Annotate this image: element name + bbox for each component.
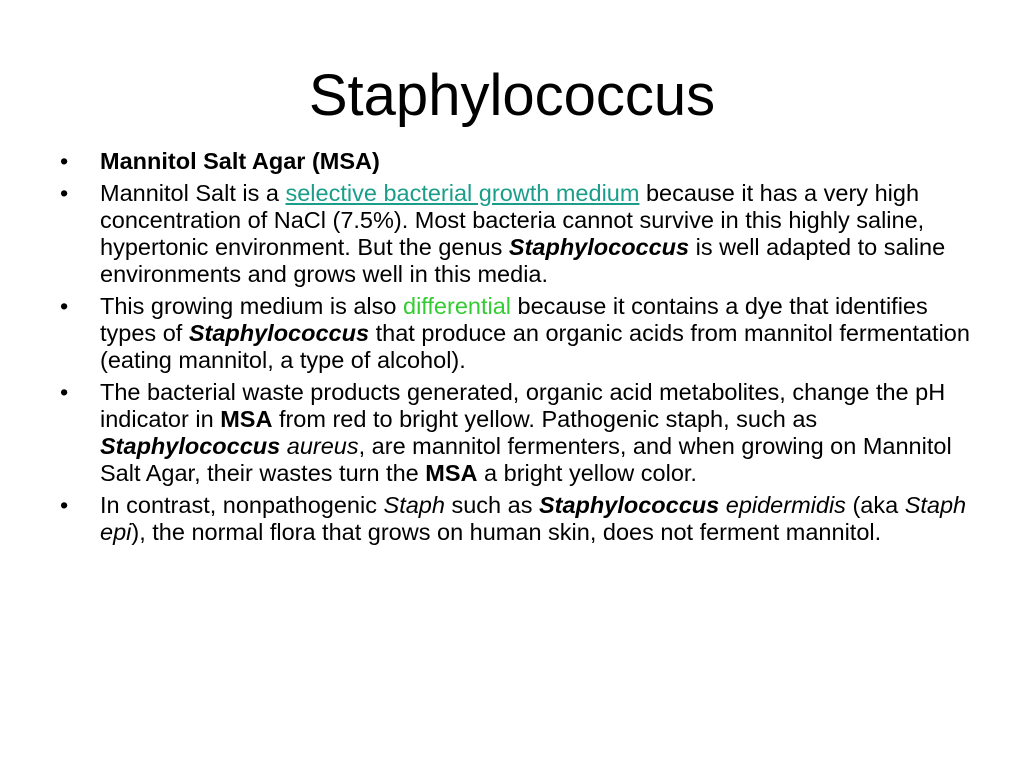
bullet-text: , are mannitol fermenters, and when growing on Mannitol Salt Agar, their wastes turn the	[100, 433, 952, 486]
staph-epi-term: Staph epi	[100, 492, 967, 545]
bullet-text: This growing medium is also	[100, 293, 403, 319]
species-name: aureus	[286, 433, 359, 459]
genus-name: Staphylococcus	[538, 492, 720, 518]
bullet-text: that produce an organic acids from mannitol fermentation (eating mannitol, a type of alcohol).	[100, 320, 970, 373]
bullet-list	[60, 148, 980, 551]
bullet-text: is well adapted to saline environments and grows well in this media.	[100, 234, 946, 287]
bullet-text: Mannitol Salt Agar (MSA)	[100, 148, 380, 174]
bullet-marker: •	[60, 148, 69, 174]
bullet-marker: •	[60, 492, 69, 518]
bullet-item-waste-products	[60, 379, 980, 487]
bullet-text: because it has a very high concentration of NaCl (7.5%). Most bacteria cannot survive in this highly saline, hypertonic environment. But the genus	[100, 180, 925, 260]
bullet-marker: •	[60, 180, 69, 206]
slide-title: Staphylococcus	[308, 63, 716, 128]
bullet-text: because it contains a dye that identifies types of	[100, 293, 928, 346]
bullet-text: The bacterial waste products generated, organic acid metabolites, change the pH indicator in	[100, 379, 946, 432]
bullet-text: (aka	[845, 492, 905, 518]
bullet-item-differential	[60, 293, 980, 374]
msa-abbrev: MSA	[220, 406, 273, 432]
bullet-text: such as	[444, 492, 539, 518]
bullet-text: from red to bright yellow. Pathogenic staph, such as	[272, 406, 818, 432]
bullet-marker: •	[60, 293, 69, 319]
genus-name: Staphylococcus	[188, 320, 370, 346]
genus-name: Staphylococcus	[508, 234, 690, 260]
bullet-text: ), the normal flora that grows on human skin, does not ferment mannitol.	[131, 519, 882, 545]
genus-name: Staphylococcus	[100, 433, 281, 459]
bullet-item-msa-heading	[60, 148, 980, 175]
staph-term: Staph	[383, 492, 445, 518]
selective-medium-link[interactable]: selective bacterial growth medium	[285, 180, 640, 206]
bullet-text: a bright yellow color.	[477, 460, 697, 486]
species-name: epidermidis	[725, 492, 846, 518]
bullet-item-selective	[60, 180, 980, 288]
differential-term: differential	[403, 293, 511, 319]
msa-abbrev: MSA	[425, 460, 478, 486]
bullet-item-epidermidis	[60, 492, 980, 546]
bullet-text: In contrast, nonpathogenic	[100, 492, 384, 518]
bullet-marker: •	[60, 379, 69, 405]
bullet-text: Mannitol Salt is a	[100, 180, 286, 206]
